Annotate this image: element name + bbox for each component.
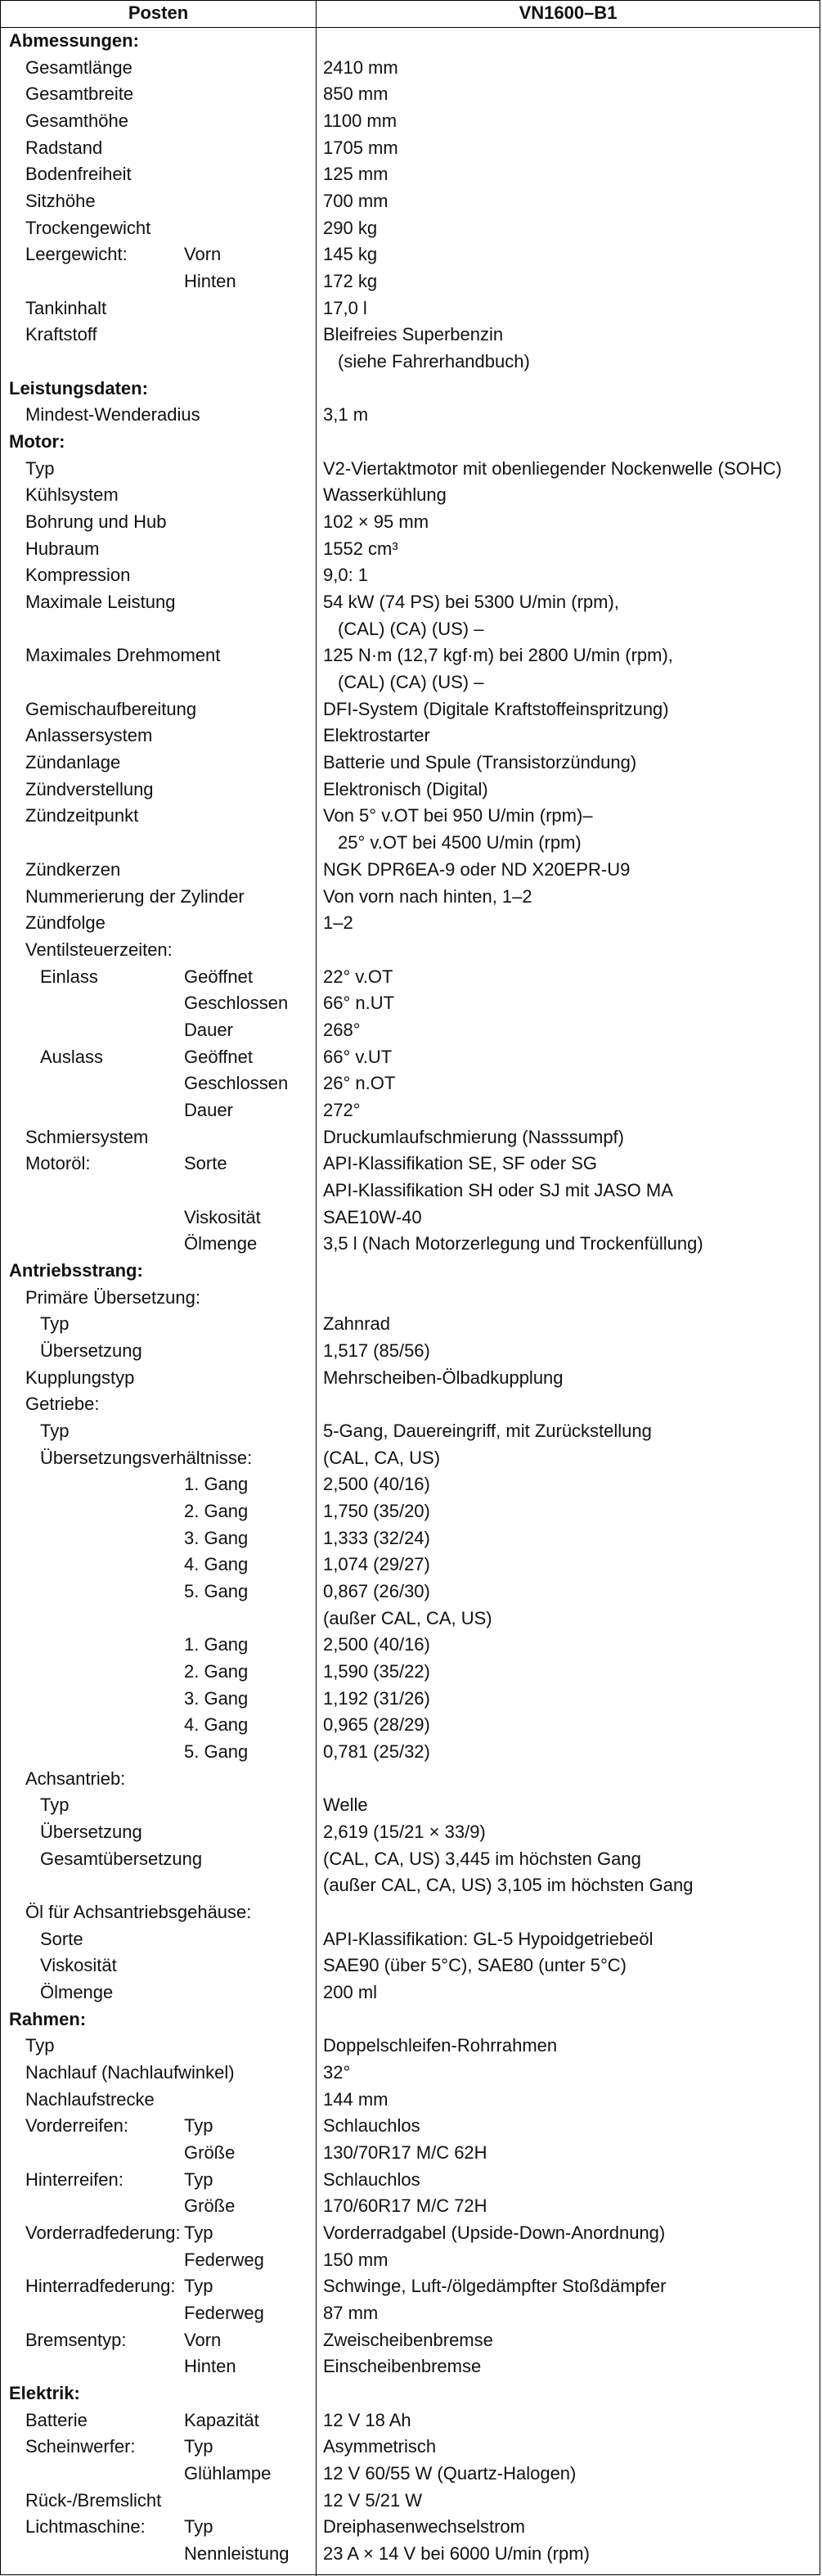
table-row bbox=[1, 857, 820, 884]
item-value: 2,619 (15/21 × 33/9) bbox=[323, 1822, 486, 1843]
table-row bbox=[1, 1285, 820, 1312]
table-row bbox=[1, 669, 820, 696]
item-value: 23 A × 14 V bei 6000 U/min (rpm) bbox=[323, 2543, 590, 2565]
item-label: Leergewicht: bbox=[25, 244, 128, 265]
item-value: (CAL) (CA) (US) – bbox=[338, 672, 484, 693]
table-row bbox=[1, 295, 820, 322]
item-sublabel: Vorn bbox=[184, 2329, 222, 2350]
item-value: 130/70R17 M/C 62H bbox=[323, 2142, 487, 2164]
item-value: 0,781 (25/32) bbox=[323, 1741, 430, 1762]
item-value: (CAL, CA, US) 3,445 im höchsten Gang bbox=[323, 1848, 641, 1869]
item-label: Lichtmaschine: bbox=[25, 2516, 146, 2538]
item-value: Asymmetrisch bbox=[323, 2436, 437, 2457]
item-sublabel: Viskosität bbox=[184, 1206, 261, 1227]
item-label: Kompression bbox=[25, 565, 131, 586]
table-row bbox=[1, 1205, 820, 1232]
table-row bbox=[1, 1124, 820, 1151]
table-row bbox=[1, 1605, 820, 1633]
item-label: Rück-/Bremslicht bbox=[25, 2489, 162, 2511]
table-row bbox=[1, 108, 820, 135]
item-label: Gesamthöhe bbox=[25, 110, 128, 132]
item-value: 1,750 (35/20) bbox=[323, 1500, 430, 1521]
table-row bbox=[1, 2434, 820, 2461]
item-value: 268° bbox=[323, 1019, 361, 1040]
item-value: Elektrostarter bbox=[323, 725, 430, 746]
table-row bbox=[1, 562, 820, 589]
item-value: 2,500 (40/16) bbox=[323, 1474, 430, 1495]
item-sublabel: 2. Gang bbox=[184, 1500, 249, 1521]
item-sublabel: 1. Gang bbox=[184, 1474, 249, 1495]
item-sublabel: Federweg bbox=[184, 2303, 264, 2324]
item-label: Ölmenge bbox=[40, 1982, 114, 2003]
item-label: Sitzhöhe bbox=[25, 191, 96, 212]
table-row bbox=[1, 1551, 820, 1578]
table-row bbox=[1, 910, 820, 937]
item-value: 850 mm bbox=[323, 83, 389, 105]
table-row bbox=[1, 884, 820, 911]
item-value: Wasserkühlung bbox=[323, 484, 447, 506]
item-value: Von 5° v.OT bei 950 U/min (rpm)– bbox=[323, 805, 593, 826]
section-heading: Antriebsstrang: bbox=[9, 1259, 143, 1281]
table-row bbox=[1, 81, 820, 108]
item-value: 102 × 95 mm bbox=[323, 511, 429, 533]
table-row bbox=[1, 1471, 820, 1498]
item-label: Bohrung und Hub bbox=[25, 511, 167, 533]
item-value: SAE90 (über 5°C), SAE80 (unter 5°C) bbox=[323, 1955, 627, 1976]
table-row bbox=[1, 1525, 820, 1552]
table-row bbox=[1, 990, 820, 1017]
item-value: 17,0 l bbox=[323, 297, 367, 318]
item-label: Ventilsteuerzeiten: bbox=[25, 939, 173, 960]
section-heading: Leistungsdaten: bbox=[9, 377, 148, 399]
item-value: 12 V 18 Ah bbox=[323, 2409, 411, 2430]
item-sublabel: 4. Gang bbox=[184, 1554, 249, 1575]
item-value: Einscheibenbremse bbox=[323, 2356, 482, 2377]
table-row bbox=[1, 2247, 820, 2274]
item-value: Vorderradgabel (Upside-Down-Anordnung) bbox=[323, 2222, 666, 2244]
item-value: 0,867 (26/30) bbox=[323, 1580, 430, 1601]
item-sublabel: 3. Gang bbox=[184, 1687, 249, 1709]
item-label: Sorte bbox=[40, 1928, 83, 1949]
table-row bbox=[1, 2220, 820, 2247]
item-value: 87 mm bbox=[323, 2303, 379, 2324]
item-label: Radstand bbox=[25, 137, 103, 158]
table-row bbox=[1, 589, 820, 616]
item-sublabel: Federweg bbox=[184, 2249, 264, 2270]
item-value: 125 N·m (12,7 kgf·m) bei 2800 U/min (rpm), bbox=[323, 645, 673, 666]
table-row bbox=[1, 937, 820, 964]
item-value: 0,965 (28/29) bbox=[323, 1714, 430, 1736]
item-value: 1,192 (31/26) bbox=[323, 1687, 430, 1709]
item-value: 3,5 l (Nach Motorzerlegung und Trockenfüllung) bbox=[323, 1233, 703, 1254]
item-value: 2410 mm bbox=[323, 56, 398, 78]
item-value: 32° bbox=[323, 2062, 351, 2083]
item-label: Typ bbox=[40, 1420, 70, 1441]
table-row bbox=[1, 2407, 820, 2434]
item-sublabel: 5. Gang bbox=[184, 1580, 249, 1601]
table-row bbox=[1, 1311, 820, 1338]
table-row bbox=[1, 2273, 820, 2300]
item-sublabel: Größe bbox=[184, 2195, 236, 2217]
table-row bbox=[1, 1338, 820, 1365]
item-label: Viskosität bbox=[40, 1955, 117, 1976]
item-value: Zweischeibenbremse bbox=[323, 2329, 493, 2350]
item-sublabel: Vorn bbox=[184, 244, 222, 265]
item-label: Kupplungstyp bbox=[25, 1367, 135, 1388]
item-value: 66° v.UT bbox=[323, 1046, 393, 1067]
item-value: 1705 mm bbox=[323, 137, 398, 158]
item-value: Welle bbox=[323, 1795, 368, 1816]
item-label: Auslass bbox=[40, 1046, 104, 1067]
table-row bbox=[1, 322, 820, 349]
item-value: (siehe Fahrerhandbuch) bbox=[338, 351, 530, 372]
table-row bbox=[1, 1418, 820, 1445]
item-value: 5-Gang, Dauereingriff, mit Zurückstellung bbox=[323, 1420, 652, 1441]
table-row bbox=[1, 1578, 820, 1605]
section-heading: Elektrik: bbox=[9, 2383, 80, 2404]
item-label: Vorderradfederung: bbox=[25, 2222, 181, 2244]
item-label: Primäre Übersetzung: bbox=[25, 1286, 200, 1308]
item-value: API-Klassifikation SE, SF oder SG bbox=[323, 1153, 598, 1174]
item-value: Druckumlaufschmierung (Nasssumpf) bbox=[323, 1126, 624, 1147]
table-row bbox=[1, 1846, 820, 1873]
item-value: Mehrscheiben-Ölbadkupplung bbox=[323, 1367, 564, 1388]
item-sublabel: Geöffnet bbox=[184, 966, 253, 987]
table-row bbox=[1, 456, 820, 483]
table-row bbox=[1, 268, 820, 295]
table-row bbox=[1, 536, 820, 563]
item-value: 2,500 (40/16) bbox=[323, 1634, 430, 1655]
item-value: API-Klassifikation SH oder SJ mit JASO MA bbox=[323, 1179, 673, 1200]
table-row bbox=[1, 1819, 820, 1846]
item-label: Nachlaufstrecke bbox=[25, 2088, 155, 2110]
table-row bbox=[1, 2033, 820, 2060]
item-label: Gesamtübersetzung bbox=[40, 1848, 203, 1869]
item-sublabel: 5. Gang bbox=[184, 1741, 249, 1762]
item-sublabel: Dauer bbox=[184, 1099, 233, 1120]
table-row bbox=[1, 2167, 820, 2194]
table-row bbox=[1, 2060, 820, 2087]
item-label: Schmiersystem bbox=[25, 1126, 149, 1147]
item-label: Kühlsystem bbox=[25, 484, 119, 506]
item-value: DFI-System (Digitale Kraftstoffeinspritzung) bbox=[323, 698, 669, 719]
item-label: Typ bbox=[25, 457, 55, 479]
item-value: (außer CAL, CA, US) bbox=[323, 1607, 492, 1628]
item-value: 9,0: 1 bbox=[323, 565, 369, 586]
section-heading: Abmessungen: bbox=[9, 30, 139, 51]
table-row bbox=[1, 1899, 820, 1926]
table-row bbox=[1, 1952, 820, 1979]
item-label: Zündverstellung bbox=[25, 778, 154, 799]
item-sublabel: 4. Gang bbox=[184, 1714, 249, 1736]
table-row bbox=[1, 723, 820, 750]
table-row bbox=[1, 402, 820, 429]
table-row bbox=[1, 1445, 820, 1472]
header-posten: Posten bbox=[128, 2, 189, 23]
table-row bbox=[1, 2353, 820, 2380]
table-row bbox=[1, 2300, 820, 2327]
item-sublabel: Typ bbox=[184, 2222, 213, 2244]
table-row bbox=[1, 1391, 820, 1418]
item-value: 700 mm bbox=[323, 191, 389, 212]
item-value: Batterie und Spule (Transistorzündung) bbox=[323, 752, 637, 773]
item-value: 1,517 (85/56) bbox=[323, 1340, 430, 1361]
item-value: Schwinge, Luft-/ölgedämpfter Stoßdämpfer bbox=[323, 2276, 667, 2297]
table-row bbox=[1, 188, 820, 215]
table-body bbox=[1, 28, 820, 2575]
item-value: (außer CAL, CA, US) 3,105 im höchsten Gang bbox=[323, 1875, 694, 1896]
item-sublabel: Typ bbox=[184, 2436, 213, 2457]
item-sublabel: Hinten bbox=[184, 271, 236, 292]
table-row bbox=[1, 830, 820, 857]
item-value: NGK DPR6EA-9 oder ND X20EPR-U9 bbox=[323, 858, 631, 880]
item-value: Schlauchlos bbox=[323, 2168, 420, 2190]
table-row bbox=[1, 964, 820, 991]
item-label: Zündfolge bbox=[25, 912, 106, 934]
item-sublabel: Geschlossen bbox=[184, 1073, 289, 1094]
table-row bbox=[1, 482, 820, 509]
item-label: Mindest-Wenderadius bbox=[25, 404, 200, 426]
item-label: Batterie bbox=[25, 2409, 88, 2430]
item-value: 54 kW (74 PS) bei 5300 U/min (rpm), bbox=[323, 592, 619, 613]
table-row bbox=[1, 1017, 820, 1044]
table-row bbox=[1, 2514, 820, 2541]
table-row bbox=[1, 1231, 820, 1258]
item-value: 150 mm bbox=[323, 2249, 389, 2270]
item-value: Doppelschleifen-Rohrrahmen bbox=[323, 2035, 558, 2056]
item-label: Maximales Drehmoment bbox=[25, 645, 221, 666]
table-row bbox=[1, 1365, 820, 1392]
item-sublabel: Typ bbox=[184, 2168, 213, 2190]
item-value: 145 kg bbox=[323, 244, 378, 265]
item-label: Bremsentyp: bbox=[25, 2329, 127, 2350]
item-label: Öl für Achsantriebsgehäuse: bbox=[25, 1902, 252, 1923]
item-value: 26° n.OT bbox=[323, 1073, 396, 1094]
section-row bbox=[1, 2380, 820, 2407]
item-sublabel: Ölmenge bbox=[184, 1233, 258, 1254]
item-label: Vorderreifen: bbox=[25, 2115, 128, 2137]
item-value: 290 kg bbox=[323, 217, 378, 238]
table-row bbox=[1, 2087, 820, 2114]
item-value: (CAL, CA, US) bbox=[323, 1447, 441, 1468]
item-label: Übersetzung bbox=[40, 1822, 142, 1843]
item-sublabel: Dauer bbox=[184, 1019, 233, 1040]
table-row bbox=[1, 161, 820, 188]
item-value: 1,333 (32/24) bbox=[323, 1527, 430, 1548]
table-row bbox=[1, 1979, 820, 2006]
item-sublabel: Kapazität bbox=[184, 2409, 259, 2430]
table-row bbox=[1, 2488, 820, 2515]
item-value: 1,590 (35/22) bbox=[323, 1660, 430, 1682]
table-row bbox=[1, 1178, 820, 1205]
item-label: Gesamtlänge bbox=[25, 56, 133, 78]
item-sublabel: 2. Gang bbox=[184, 1660, 249, 1682]
table-row bbox=[1, 241, 820, 268]
item-value: 144 mm bbox=[323, 2088, 389, 2110]
table-row bbox=[1, 616, 820, 643]
table-row bbox=[1, 1044, 820, 1071]
header-model: VN1600–B1 bbox=[519, 2, 618, 23]
table-row bbox=[1, 1739, 820, 1766]
item-label: Nachlauf (Nachlaufwinkel) bbox=[25, 2062, 235, 2083]
item-sublabel: Typ bbox=[184, 2276, 213, 2297]
item-label: Tankinhalt bbox=[25, 297, 107, 318]
table-row bbox=[1, 1097, 820, 1124]
table-row bbox=[1, 750, 820, 777]
item-value: 1,074 (29/27) bbox=[323, 1554, 430, 1575]
item-sublabel: Größe bbox=[184, 2142, 236, 2164]
item-label: Motoröl: bbox=[25, 1153, 91, 1174]
item-label: Maximale Leistung bbox=[25, 592, 176, 613]
item-value: 12 V 60/55 W (Quartz-Halogen) bbox=[323, 2463, 577, 2484]
item-value: Elektronisch (Digital) bbox=[323, 778, 488, 799]
section-heading: Motor: bbox=[9, 431, 65, 453]
table-row bbox=[1, 2193, 820, 2220]
table-row bbox=[1, 1070, 820, 1097]
item-value: 272° bbox=[323, 1099, 361, 1120]
table-row bbox=[1, 696, 820, 723]
item-value: Bleifreies Superbenzin bbox=[323, 324, 504, 345]
table-row bbox=[1, 1632, 820, 1659]
item-sublabel: Typ bbox=[184, 2516, 213, 2538]
item-sublabel: Hinten bbox=[184, 2356, 236, 2377]
item-value: 125 mm bbox=[323, 164, 389, 185]
item-sublabel: 1. Gang bbox=[184, 1634, 249, 1655]
table-row bbox=[1, 509, 820, 536]
item-label: Bodenfreiheit bbox=[25, 164, 132, 185]
table-header bbox=[1, 1, 820, 28]
item-value: 200 ml bbox=[323, 1982, 378, 2003]
item-value: 1552 cm³ bbox=[323, 538, 398, 559]
item-value: API-Klassifikation: GL-5 Hypoidgetriebeöl bbox=[323, 1928, 654, 1949]
item-label: Übersetzungsverhältnisse: bbox=[40, 1447, 253, 1468]
item-label: Achsantrieb: bbox=[25, 1768, 126, 1789]
item-value: 3,1 m bbox=[323, 404, 369, 426]
item-sublabel: Sorte bbox=[184, 1153, 227, 1174]
table-row bbox=[1, 777, 820, 804]
item-value: (CAL) (CA) (US) – bbox=[338, 618, 484, 639]
table-row bbox=[1, 2327, 820, 2354]
section-row bbox=[1, 2006, 820, 2033]
item-value: Schlauchlos bbox=[323, 2115, 420, 2137]
item-value: 170/60R17 M/C 72H bbox=[323, 2195, 487, 2217]
item-label: Kraftstoff bbox=[25, 324, 97, 345]
table-row bbox=[1, 349, 820, 376]
item-label: Hinterradfederung: bbox=[25, 2276, 176, 2297]
table-row bbox=[1, 2541, 820, 2568]
item-value: 172 kg bbox=[323, 271, 378, 292]
table-row bbox=[1, 135, 820, 162]
item-sublabel: Geschlossen bbox=[184, 993, 289, 1014]
table-row bbox=[1, 1872, 820, 1899]
item-value: 25° v.OT bei 4500 U/min (rpm) bbox=[338, 832, 582, 853]
table-row bbox=[1, 1151, 820, 1178]
item-sublabel: Geöffnet bbox=[184, 1046, 253, 1067]
item-label: Trockengewicht bbox=[25, 217, 151, 238]
table-row bbox=[1, 55, 820, 82]
table-row bbox=[1, 642, 820, 669]
section-row bbox=[1, 28, 820, 55]
table-row bbox=[1, 1792, 820, 1819]
table-row bbox=[1, 2140, 820, 2167]
item-label: Zündzeitpunkt bbox=[25, 805, 139, 826]
item-label: Hubraum bbox=[25, 538, 100, 559]
item-value: 22° v.OT bbox=[323, 966, 393, 987]
table-row bbox=[1, 2113, 820, 2140]
item-label: Hinterreifen: bbox=[25, 2168, 124, 2190]
item-label: Zündanlage bbox=[25, 752, 121, 773]
section-row bbox=[1, 1258, 820, 1285]
table-row bbox=[1, 1686, 820, 1713]
table-row bbox=[1, 1766, 820, 1793]
table-row bbox=[1, 1659, 820, 1686]
item-label: Übersetzung bbox=[40, 1340, 142, 1361]
item-value: 66° n.UT bbox=[323, 993, 395, 1014]
section-row bbox=[1, 376, 820, 403]
table-row bbox=[1, 803, 820, 830]
item-value: 12 V 5/21 W bbox=[323, 2489, 423, 2511]
item-value: 1–2 bbox=[323, 912, 353, 934]
item-label: Nummerierung der Zylinder bbox=[25, 885, 245, 907]
item-value: Zahnrad bbox=[323, 1313, 390, 1335]
item-value: 1100 mm bbox=[323, 110, 398, 132]
section-row bbox=[1, 429, 820, 456]
item-label: Typ bbox=[40, 1313, 70, 1335]
item-label: Typ bbox=[40, 1795, 70, 1816]
item-label: Getriebe: bbox=[25, 1394, 100, 1415]
item-sublabel: Typ bbox=[184, 2115, 213, 2137]
item-value: SAE10W-40 bbox=[323, 1206, 422, 1227]
item-value: V2-Viertaktmotor mit obenliegender Nockenwelle (SOHC) bbox=[323, 457, 782, 479]
table-row bbox=[1, 215, 820, 242]
item-label: Gesamtbreite bbox=[25, 83, 134, 105]
item-sublabel: Glühlampe bbox=[184, 2463, 272, 2484]
item-label: Anlassersystem bbox=[25, 725, 153, 746]
item-label: Gemischaufbereitung bbox=[25, 698, 197, 719]
section-heading: Rahmen: bbox=[9, 2008, 87, 2029]
table-row bbox=[1, 1498, 820, 1525]
item-label: Scheinwerfer: bbox=[25, 2436, 136, 2457]
table-row bbox=[1, 2461, 820, 2488]
table-row bbox=[1, 1926, 820, 1953]
item-sublabel: Nennleistung bbox=[184, 2543, 290, 2565]
item-label: Typ bbox=[25, 2035, 55, 2056]
item-sublabel: 3. Gang bbox=[184, 1527, 249, 1548]
item-label: Zündkerzen bbox=[25, 858, 121, 880]
item-value: Von vorn nach hinten, 1–2 bbox=[323, 885, 532, 907]
item-label: Einlass bbox=[40, 966, 98, 987]
item-value: Dreiphasenwechselstrom bbox=[323, 2516, 525, 2538]
table-row bbox=[1, 1712, 820, 1739]
